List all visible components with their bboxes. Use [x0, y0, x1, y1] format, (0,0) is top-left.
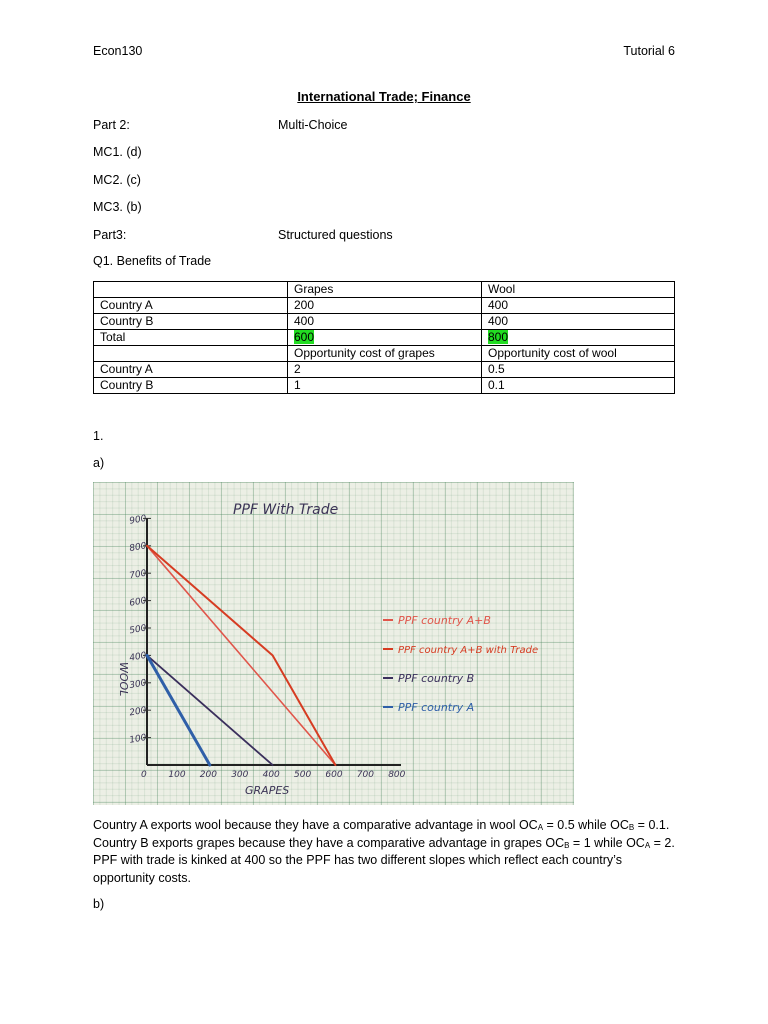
x-tick-label: 0 — [141, 770, 147, 780]
table-cell: 200 — [288, 298, 482, 314]
x-tick-label: 500 — [294, 770, 312, 780]
y-tick-label: 300 — [128, 678, 148, 692]
x-tick-label: 600 — [325, 770, 343, 780]
para-text: = 1 while OC — [569, 835, 645, 850]
legend-label: PPF country A — [398, 701, 475, 714]
tutorial-label: Tutorial 6 — [623, 44, 675, 58]
para-text: = 0.1. Country B exports grapes because they have a comparative advantage in grapes OC — [93, 818, 670, 850]
part3-label: Part3: — [93, 228, 127, 242]
x-axis-label: GRAPES — [245, 784, 290, 797]
x-tick-label: 400 — [262, 770, 280, 780]
table-cell: Wool — [482, 282, 675, 298]
explanation-paragraph — [93, 817, 678, 887]
table-cell: Country B — [94, 314, 288, 330]
x-tick-label: 800 — [388, 770, 406, 780]
table-cell: Country A — [94, 362, 288, 378]
table-cell — [94, 346, 288, 362]
table-cell — [94, 282, 288, 298]
mc2-answer: MC2. (c) — [93, 173, 141, 187]
table-cell: Country A — [94, 298, 288, 314]
y-tick-label: 200 — [128, 705, 148, 719]
table-cell: Opportunity cost of grapes — [288, 346, 482, 362]
table-row — [94, 378, 675, 394]
mc3-answer: MC3. (b) — [93, 200, 142, 214]
chart-title: PPF With Trade — [233, 502, 339, 518]
table-row — [94, 314, 675, 330]
y-tick-label: 900 — [128, 513, 148, 527]
mc1-answer: MC1. (d) — [93, 145, 142, 159]
table-row — [94, 362, 675, 378]
part2-value: Multi-Choice — [278, 118, 348, 132]
table-row — [94, 298, 675, 314]
table-cell: Opportunity cost of wool — [482, 346, 675, 362]
ppf-graph-photo — [93, 482, 574, 805]
question-number: 1. — [93, 429, 104, 443]
chart-axes — [147, 518, 401, 765]
table-cell: 400 — [288, 314, 482, 330]
subscript: B — [628, 823, 635, 832]
course-code: Econ130 — [93, 44, 143, 58]
legend-label: PPF country B — [398, 672, 475, 685]
table-cell: 400 — [482, 314, 675, 330]
subscript: A — [644, 840, 651, 850]
x-tick-label: 700 — [356, 770, 374, 780]
y-tick-label: 400 — [128, 650, 148, 664]
table-cell: 400 — [482, 298, 675, 314]
part2-label: Part 2: — [93, 118, 130, 132]
x-tick-labels — [141, 770, 406, 780]
subscript: B — [564, 840, 570, 850]
y-tick-label: 100 — [128, 733, 148, 746]
y-tick-label: 500 — [128, 623, 148, 637]
highlighted-total-grapes: 600 — [294, 330, 315, 344]
x-tick-label: 300 — [231, 770, 249, 780]
para-text: = 0.5 while OC — [543, 818, 629, 832]
table-row — [94, 282, 675, 298]
y-tick-label: 600 — [128, 596, 148, 609]
table-cell: 0.1 — [482, 378, 675, 394]
q1-title: Q1. Benefits of Trade — [93, 254, 212, 268]
table-cell — [482, 330, 675, 346]
y-tick-label: 800 — [128, 541, 148, 555]
para-text: = 2. PPF with trade is kinked at 400 so the PPF has two different slopes which reflect each country’s opportunity costs. — [93, 835, 675, 885]
x-tick-label: 200 — [199, 770, 217, 780]
ppf-chart — [93, 482, 574, 805]
part3-value: Structured questions — [278, 228, 393, 242]
chart-legend — [383, 614, 538, 714]
benefits-table — [93, 281, 675, 394]
series-line-1 — [147, 546, 335, 765]
y-tick-label: 700 — [128, 568, 148, 582]
series-line-4 — [147, 655, 210, 765]
para-text: Country A exports wool because they have a comparative advantage in wool OC — [93, 818, 538, 832]
table-cell: Country B — [94, 378, 288, 394]
highlighted-total-wool: 800 — [488, 330, 509, 344]
part-a-label: a) — [93, 456, 105, 470]
table-cell: 2 — [288, 362, 482, 378]
x-tick-label: 100 — [168, 770, 186, 780]
table-cell — [288, 330, 482, 346]
table-cell: Total — [94, 330, 288, 346]
table-cell: 0.5 — [482, 362, 675, 378]
part-b-label: b) — [93, 897, 105, 911]
y-axis-label: WOOL — [117, 662, 130, 697]
table-row — [94, 346, 675, 362]
legend-label: PPF country A+B — [398, 614, 491, 627]
table-cell: Grapes — [288, 282, 482, 298]
table-row — [94, 330, 675, 346]
ppf-series — [147, 546, 335, 765]
subscript: A — [537, 823, 544, 832]
page-title: International Trade; Finance — [297, 89, 471, 104]
table-cell: 1 — [288, 378, 482, 394]
legend-label: PPF country A+B with Trade — [398, 645, 539, 656]
series-line-3 — [147, 655, 273, 765]
